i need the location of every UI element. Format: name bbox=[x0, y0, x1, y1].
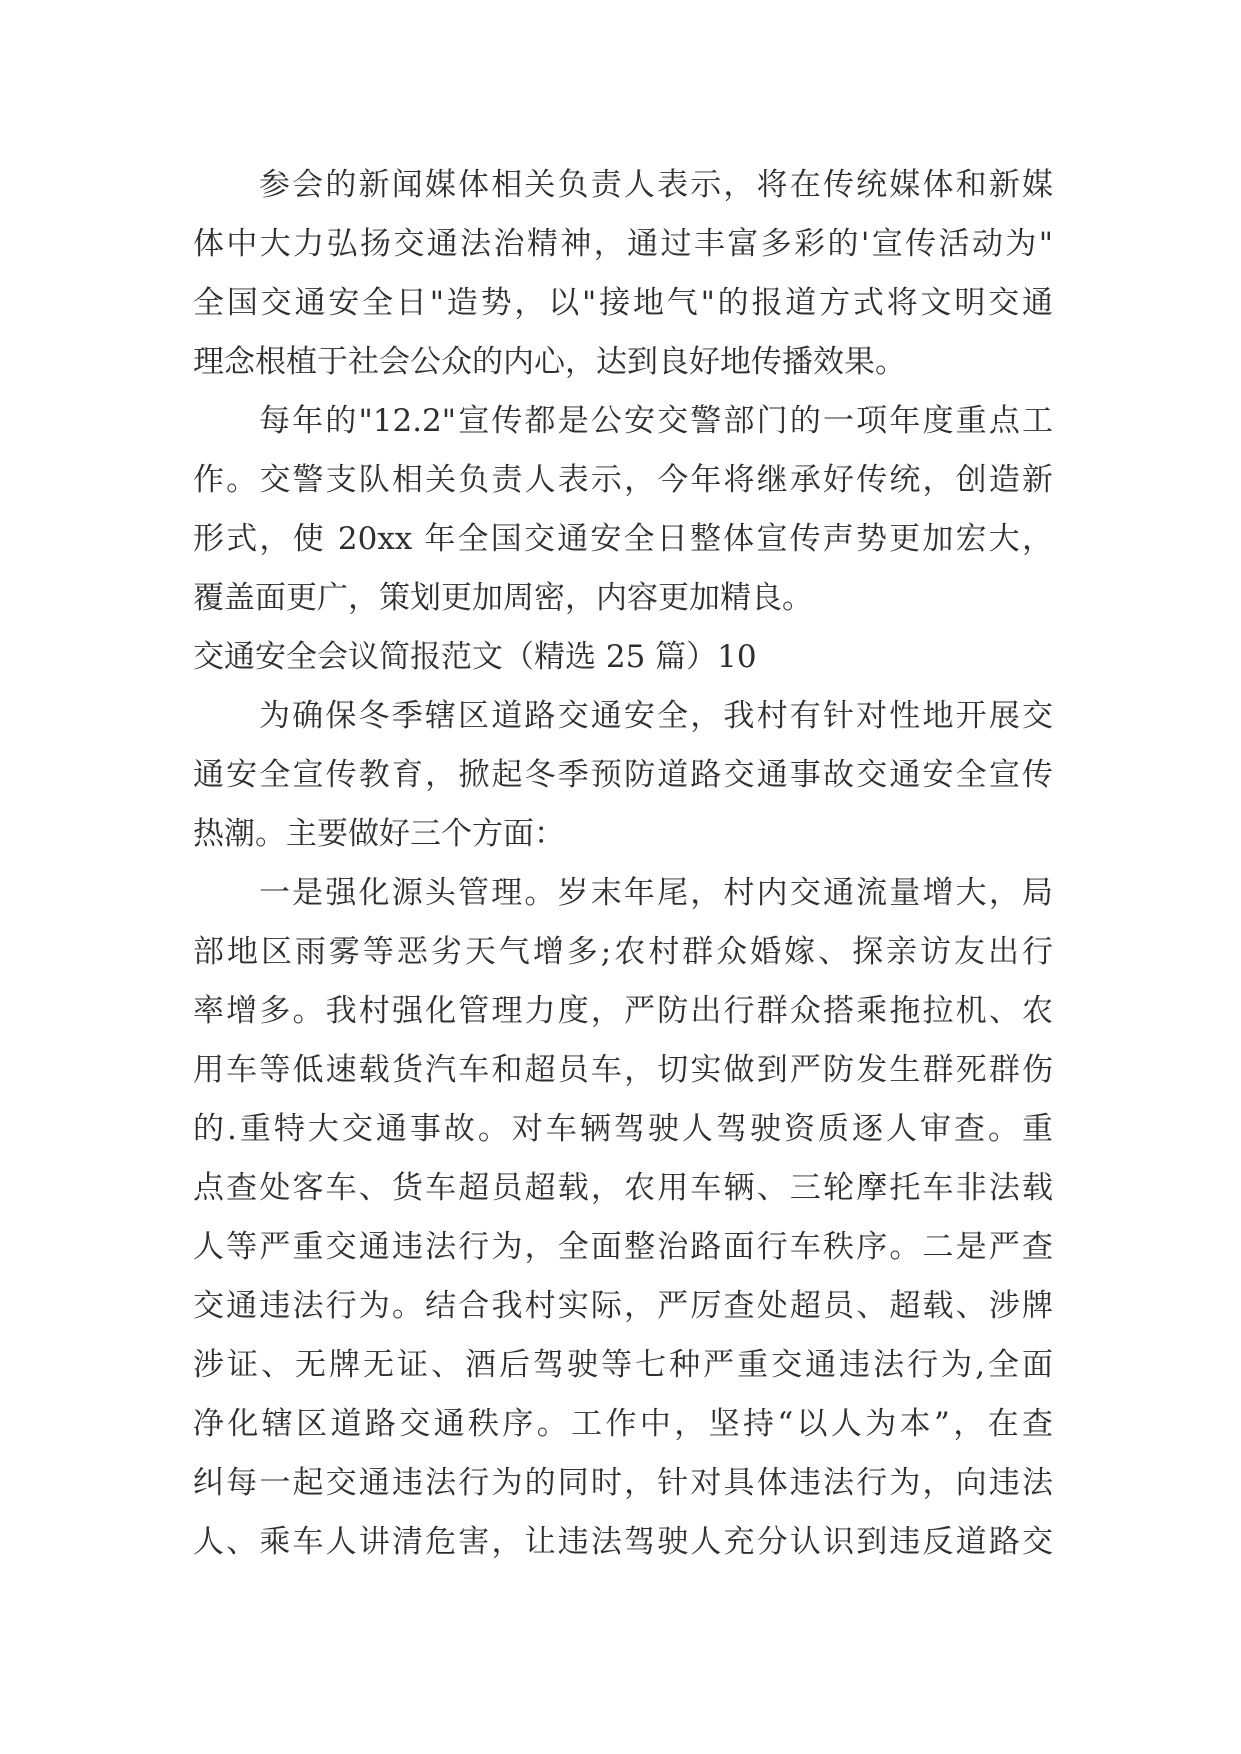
text-line: 部地区雨雾等恶劣天气增多;农村群众婚嫁、探亲访友出行 bbox=[193, 934, 1053, 970]
text-line: 净化辖区道路交通秩序。工作中，坚持“以人为本”，在查 bbox=[193, 1406, 1053, 1442]
paragraph bbox=[193, 156, 1053, 392]
text-line: 的.重特大交通事故。对车辆驾驶人驾驶资质逐人审查。重 bbox=[193, 1111, 1053, 1147]
text-line: 作。交警支队相关负责人表示，今年将继承好传统，创造新 bbox=[193, 462, 1053, 498]
text-line: 通安全宣传教育，掀起冬季预防道路交通事故交通安全宣传 bbox=[193, 757, 1053, 793]
section-heading: 交通安全会议简报范文（精选 25 篇）10 bbox=[193, 639, 757, 675]
text-line: 每年的"12.2"宣传都是公安交警部门的一项年度重点工 bbox=[259, 403, 1053, 439]
text-line: 交通违法行为。结合我村实际，严厉查处超员、超载、涉牌 bbox=[193, 1288, 1053, 1324]
text-line: 形式，使 20xx 年全国交通安全日整体宣传声势更加宏大， bbox=[193, 521, 1053, 557]
text-line: 用车等低速载货汽车和超员车，切实做到严防发生群死群伤 bbox=[193, 1052, 1053, 1088]
text-line: 率增多。我村强化管理力度，严防出行群众搭乘拖拉机、农 bbox=[193, 993, 1053, 1029]
text-line: 理念根植于社会公众的内心，达到良好地传播效果。 bbox=[193, 344, 906, 380]
text-line: 为确保冬季辖区道路交通安全，我村有针对性地开展交 bbox=[259, 698, 1053, 734]
paragraph bbox=[193, 687, 1053, 864]
text-line: 涉证、无牌无证、酒后驾驶等七种严重交通违法行为,全面 bbox=[193, 1347, 1053, 1383]
text-line: 参会的新闻媒体相关负责人表示，将在传统媒体和新媒 bbox=[259, 167, 1053, 203]
text-line: 人、乘车人讲清危害，让违法驾驶人充分认识到违反道路交 bbox=[193, 1524, 1053, 1560]
document-body bbox=[193, 156, 1053, 1572]
text-line: 人等严重交通违法行为，全面整治路面行车秩序。二是严查 bbox=[193, 1229, 1053, 1265]
text-line: 覆盖面更广，策划更加周密，内容更加精良。 bbox=[193, 580, 813, 616]
text-line: 体中大力弘扬交通法治精神，通过丰富多彩的'宣传活动为" bbox=[193, 226, 1053, 262]
text-line: 纠每一起交通违法行为的同时，针对具体违法行为，向违法 bbox=[193, 1465, 1053, 1501]
text-line: 热潮。主要做好三个方面： bbox=[193, 816, 565, 852]
paragraph bbox=[193, 392, 1053, 628]
text-line: 全国交通安全日"造势，以"接地气"的报道方式将文明交通 bbox=[193, 285, 1053, 321]
paragraph bbox=[193, 864, 1053, 1572]
text-line: 一是强化源头管理。岁末年尾，村内交通流量增大，局 bbox=[259, 875, 1053, 911]
text-line: 点查处客车、货车超员超载，农用车辆、三轮摩托车非法载 bbox=[193, 1170, 1053, 1206]
